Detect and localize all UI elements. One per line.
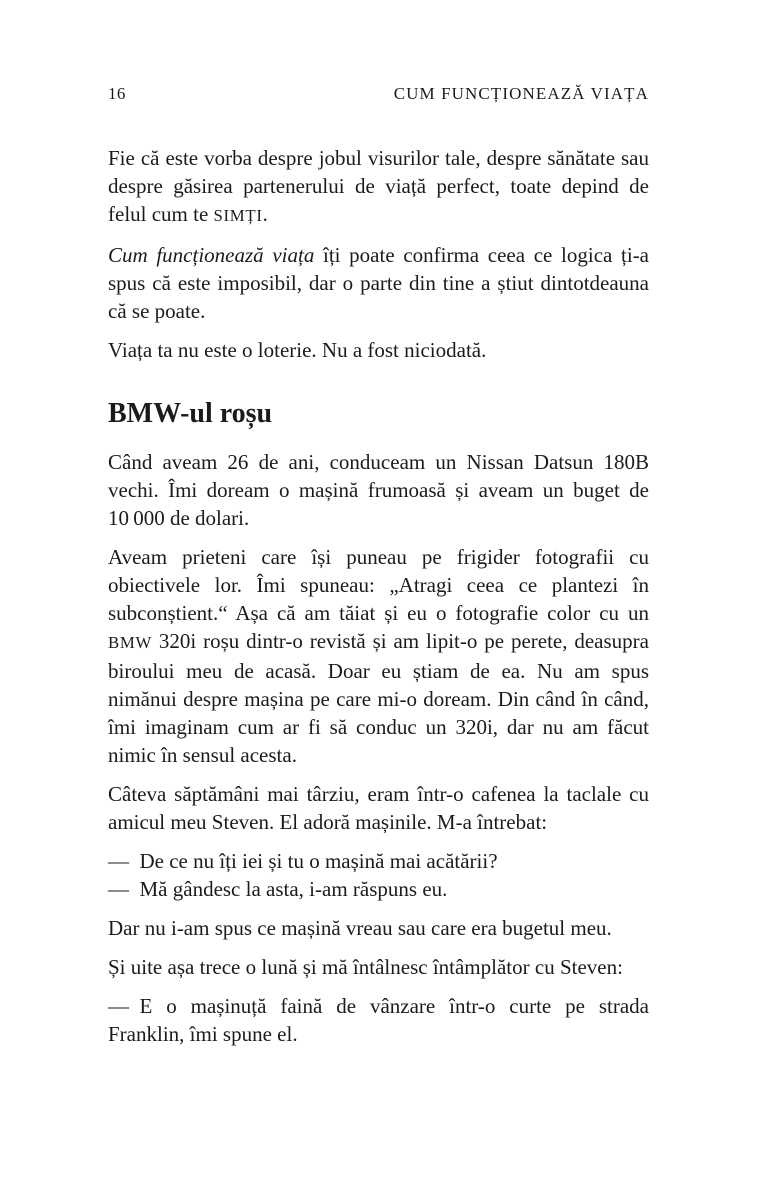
dialogue-group	[108, 992, 649, 1048]
paragraph-text: Fie că este vorba despre jobul visurilor tale, despre sănătate sau despre găsirea partenerului de viață perfect, toate depind de felul cum te	[108, 146, 649, 226]
paragraph-text: .	[262, 202, 268, 226]
smallcaps-word: SIMȚI	[213, 206, 263, 225]
section-heading: BMW-ul roșu	[108, 398, 273, 429]
paragraph-story-2	[108, 543, 649, 769]
paragraph-intro-1	[108, 144, 649, 230]
paragraph-text: îți poate confirma ceea ce logica ți-a spus că este imposibil, dar o parte din tine a știut dintotdeauna că se poate.	[108, 243, 650, 323]
paragraph-text: 320i roșu dintr-o revistă și am lipit-o pe perete, deasupra biroului meu de acasă. Doar eu știam de ea. Nu am spus nimănui despre mașina pe care mi-o doream. Din când în când, îmi imaginam cum ar fi să conduc un 320i, dar nu am făcut nimic în sensul acesta.	[108, 629, 649, 767]
page-body	[108, 144, 649, 1048]
paragraph-intro-3: Viața ta nu este o loterie. Nu a fost niciodată.	[108, 338, 487, 362]
smallcaps-word: BMW	[108, 633, 152, 652]
dialogue-line: — Mă gândesc la asta, i-am răspuns eu.	[108, 877, 448, 901]
paragraph-intro-2	[108, 241, 649, 325]
page-header	[108, 84, 649, 104]
dialogue-line: — E o mașinuță faină de vânzare într-o curte pe strada Franklin, îmi spune el.	[108, 994, 649, 1046]
running-title: CUM FUNCȚIONEAZĂ VIAȚA	[393, 84, 649, 103]
paragraph-text: Aveam prieteni care își puneau pe frigider fotografii cu obiectivele lor. Îmi spuneau: „Atragi ceea ce plantezi în subconștient.“ Așa că am tăiat și eu o fotografie color cu un	[108, 545, 649, 625]
page-number: 16	[108, 84, 126, 103]
dialogue-line: — De ce nu îți iei și tu o mașină mai acătării?	[108, 849, 498, 873]
book-title-italic: Cum funcționează viața	[108, 243, 315, 267]
paragraph-story-3: Câteva săptămâni mai târziu, eram într-o cafenea la taclale cu amicul meu Steven. El adoră mașinile. M-a întrebat:	[108, 782, 649, 834]
paragraph-story-4: Dar nu i-am spus ce mașină vreau sau care era bugetul meu.	[108, 916, 612, 940]
paragraph-story-1: Când aveam 26 de ani, conduceam un Nissan Datsun 180B vechi. Îmi doream o mașină frumoasă și aveam un buget de 10 000 de dolari.	[108, 450, 649, 530]
dialogue-group	[108, 847, 649, 903]
paragraph-story-5: Și uite așa trece o lună și mă întâlnesc întâmplător cu Steven:	[108, 955, 623, 979]
